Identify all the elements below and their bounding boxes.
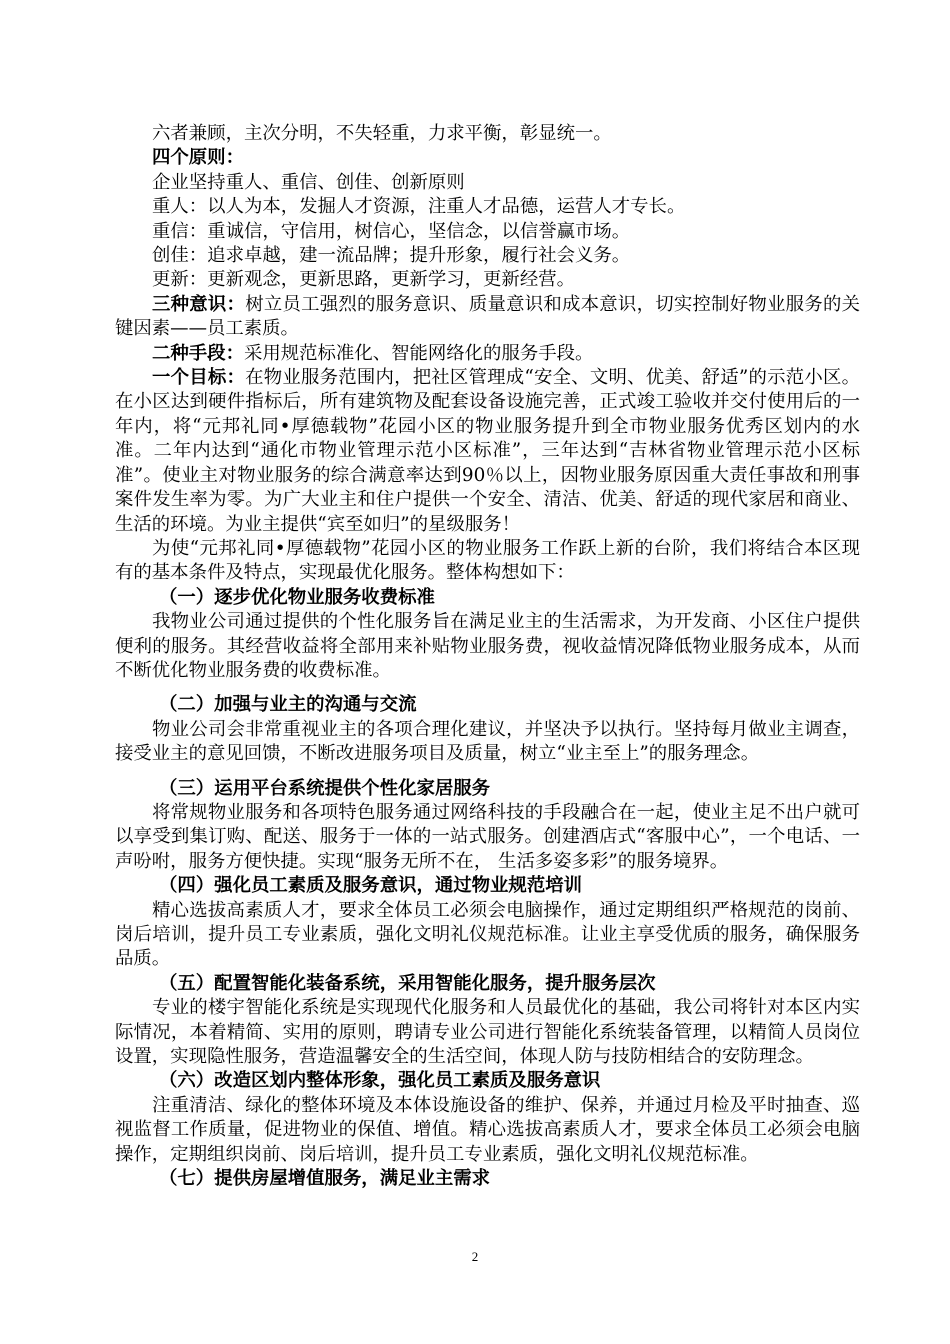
section-body-4: 精心选拔高素质人才，要求全体员工必须会电脑操作，通过定期组织严格规范的岗前、岗后培训，提升员工专业素质，强化文明礼仪规范标准。让业主享受优质的服务，确保服务品质。: [115, 899, 860, 970]
document-body: [115, 122, 860, 1191]
section-body-5: 专业的楼宇智能化系统是实现现代化服务和人员最优化的基础，我公司将针对本区内实际情况，本着精简、实用的原则，聘请专业公司进行智能化系统装备管理，以精简人员岗位设置，实现隐性服务，营造温馨安全的生活空间，体现人防与技防相结合的安防理念。: [115, 997, 860, 1068]
paragraph-six-balance: 六者兼顾，主次分明，不失轻重，力求平衡，彰显统一。: [152, 123, 612, 144]
paragraph-three-awareness: [115, 293, 860, 342]
one-goal-label: 一个目标：: [152, 367, 246, 389]
three-awareness-text: 树立员工强烈的服务意识、质量意识和成本意识，切实控制好物业服务的关键因素——员工素质。: [115, 293, 860, 340]
section-heading-4: （四）强化员工素质及服务意识，通过物业规范培训: [159, 875, 582, 897]
page-number: 2: [471, 1249, 479, 1264]
principle-gengxin: 更新：更新观念，更新思路，更新学习，更新经营。: [152, 269, 575, 291]
section-heading-5: （五）配置智能化装备系统，采用智能化服务，提升服务层次: [159, 972, 656, 994]
two-means-label: 二种手段：: [152, 342, 244, 364]
section-heading-3: （三）运用平台系统提供个性化家居服务: [159, 777, 491, 799]
paragraph-intro: 为使“元邦礼同•厚德载物”花园小区的物业服务工作跃上新的台阶，我们将结合本区现有的基本条件及特点，实现最优化服务。整体构想如下：: [115, 537, 860, 584]
section-heading-2: （二）加强与业主的沟通与交流: [159, 694, 417, 716]
section-heading-1: （一）逐步优化物业服务收费标准: [159, 586, 435, 608]
paragraph-one-goal: [115, 366, 860, 537]
spacer: [115, 767, 860, 777]
principle-zhongxin: 重信：重诚信，守信用，树信心，坚信念，以信誉赢市场。: [152, 220, 631, 242]
spacer: [115, 683, 860, 693]
section-body-6: 注重清洁、绿化的整体环境及本体设施设备的维护、保养，并通过月检及平时抽查、巡视监督工作质量，促进物业的保值、增值。精心选拔高素质人才，要求全体员工必须会电脑操作，定期组织岗前、岗后培训，提升员工专业素质，强化文明礼仪规范标准。: [115, 1094, 860, 1165]
one-goal-text: 在物业服务范围内，把社区管理成“安全、文明、优美、舒适”的示范小区。在小区达到硬件指标后，所有建筑物及配套设备设施完善，正式竣工验收并交付使用后的一年内，将“元邦礼同•厚德载物”花园小区的物业服务提升到全市物业服务优秀区划内的水准。二年内达到“通化市物业管理示范小区标准”，三年达到“吉林省物业管理示范小区标准”。使业主对物业服务的综合满意率达到90％以上，因物业服务原因重大责任事故和刑事案件发生率为零。为广大业主和住户提供一个安全、清洁、优美、舒适的现代家居和商业、生活的环境。为业主提供“宾至如归”的星级服务！: [115, 367, 860, 535]
principle-chuangjia: 创佳：追求卓越，建一流品牌；提升形象，履行社会义务。: [152, 245, 631, 267]
section-body-3: 将常规物业服务和各项特色服务通过网络科技的手段融合在一起，使业主足不出户就可以享受到集订购、配送、服务于一体的一站式服务。创建酒店式“客服中心”，一个电话、一声吩咐，服务方便快捷。实现“服务无所不在， 生活多姿多彩”的服务境界。: [115, 801, 860, 872]
paragraph-two-means: [115, 342, 860, 366]
four-principles-title: 四个原则：: [152, 147, 244, 169]
three-awareness-label: 三种意识：: [152, 293, 246, 315]
principles-summary: 企业坚持重人、重信、创佳、创新原则: [152, 171, 465, 193]
section-heading-6: （六）改造区划内整体形象，强化员工素质及服务意识: [159, 1070, 601, 1092]
section-heading-7: （七）提供房屋增值服务，满足业主需求: [159, 1168, 491, 1190]
two-means-text: 采用规范标准化、智能网络化的服务手段。: [243, 342, 594, 364]
principle-zhongren: 重人：以人为本，发掘人才资源，注重人才品德，运营人才专长。: [152, 196, 686, 218]
section-body-2: 物业公司会非常重视业主的各项合理化建议，并坚决予以执行。坚持每月做业主调查，接受业主的意见回馈，不断改进服务项目及质量，树立“业主至上”的服务理念。: [115, 718, 860, 765]
section-body-1: 我物业公司通过提供的个性化服务旨在满足业主的生活需求，为开发商、小区住户提供便利的服务。其经营收益将全部用来补贴物业服务费，视收益情况降低物业服务成本，从而不断优化物业服务费的收费标准。: [115, 611, 860, 681]
